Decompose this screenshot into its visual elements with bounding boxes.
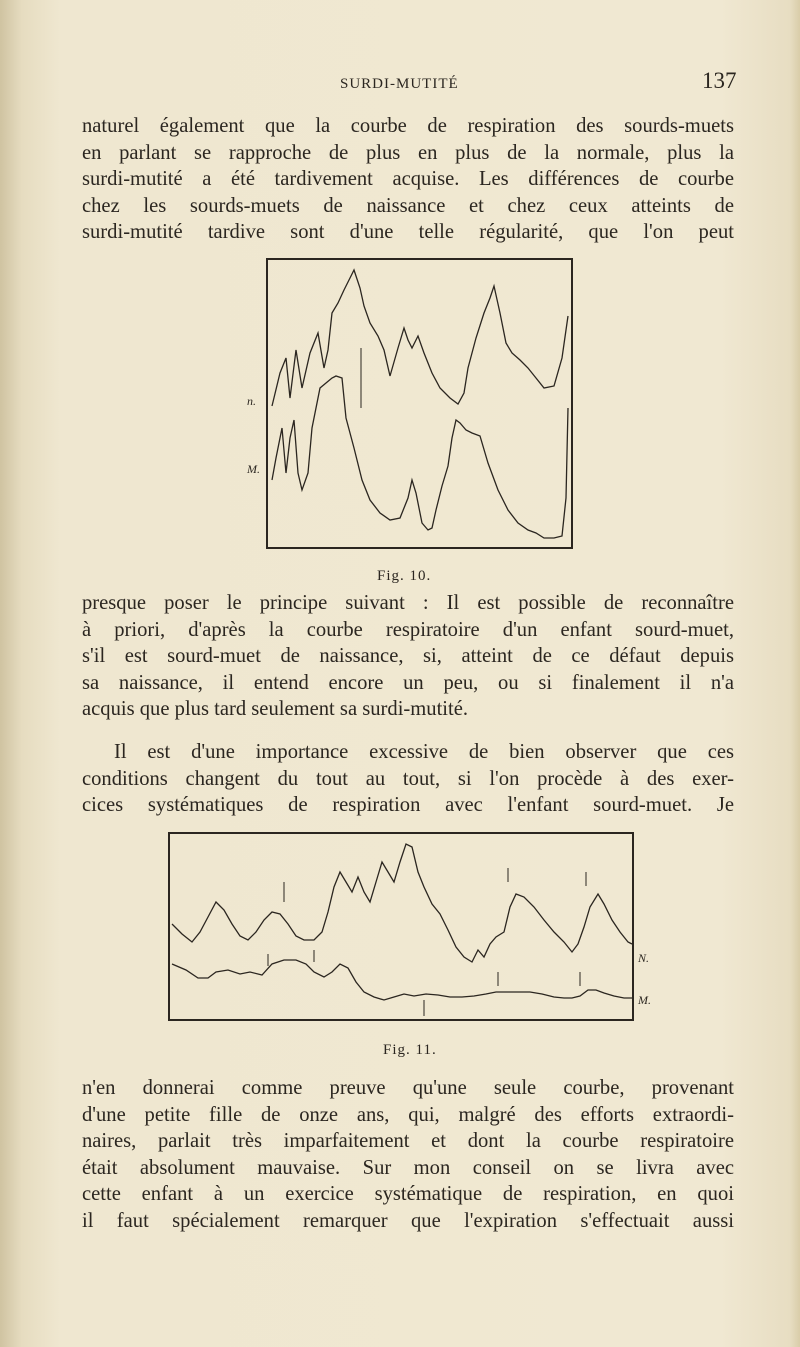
figure-10-lower-trace	[272, 376, 568, 538]
text-line: il faut spécialement remarquer que l'expiration s'effectuait aussi	[82, 1209, 734, 1232]
figure-10	[266, 258, 574, 550]
text-line: acquis que plus tard seulement sa surdi-mutité.	[82, 698, 469, 721]
text-line: était absolument mauvaise. Sur mon conseil on se livra avec	[82, 1156, 734, 1179]
text-line: à priori, d'après la courbe respiratoire d'un enfant sourd-muet,	[82, 618, 734, 641]
paragraph-2	[82, 590, 734, 723]
paragraph-1	[82, 113, 734, 246]
figure-11-upper-label: N.	[638, 951, 650, 965]
running-head	[0, 68, 800, 98]
figure-10-frame	[267, 259, 572, 548]
text-line: surdi-mutité a été tardivement acquise. Les différences de courbe	[82, 168, 734, 191]
figure-11-lower-trace	[172, 960, 632, 1000]
text-line: cices systématiques de respiration avec l'enfant sourd-muet. Je	[82, 794, 734, 817]
figure-11-upper-trace	[172, 844, 632, 962]
text-line: naturel également que la courbe de respiration des sourds-muets	[82, 115, 734, 137]
paragraph-3	[82, 739, 734, 819]
figure-10-upper-label: n.	[247, 394, 256, 408]
text-line: chez les sourds-muets de naissance et chez ceux atteints de	[82, 194, 734, 217]
paragraph-4	[82, 1075, 734, 1235]
figure-10-caption: Fig. 10.	[377, 568, 432, 584]
figure-11-plot	[168, 832, 636, 1022]
figure-11-lower-label: M.	[638, 993, 651, 1007]
text-line: presque poser le principe suivant : Il est possible de reconnaître	[82, 592, 734, 614]
figure-10-plot	[266, 258, 574, 550]
figure-11	[168, 832, 636, 1022]
page-number: 137	[702, 68, 737, 93]
figure-11-caption: Fig. 11.	[383, 1042, 437, 1058]
text-line: n'en donnerai comme preuve qu'une seule courbe, provenant	[82, 1077, 734, 1099]
text-line: d'une petite fille de onze ans, qui, malgré des efforts extraordi-	[82, 1103, 734, 1126]
running-title: SURDI-MUTITÉ	[340, 76, 459, 92]
text-line: conditions changent du tout au tout, si l'on procède à des exer-	[82, 767, 734, 790]
figure-10-upper-trace	[272, 270, 568, 406]
text-line: naires, parlait très imparfaitement et dont la courbe respiratoire	[82, 1130, 734, 1153]
text-line: en parlant se rapproche de plus en plus de la normale, plus la	[82, 141, 734, 164]
figure-10-lower-label: M.	[247, 462, 260, 476]
text-line: sa naissance, il entend encore un peu, ou si finalement il n'a	[82, 671, 734, 694]
text-line: Il est d'une importance excessive de bien observer que ces	[114, 741, 734, 763]
text-line: surdi-mutité tardive sont d'une telle régularité, que l'on peut	[82, 221, 734, 244]
text-line: cette enfant à un exercice systématique de respiration, en quoi	[82, 1183, 734, 1206]
text-line: s'il est sourd-muet de naissance, si, atteint de ce défaut depuis	[82, 645, 734, 668]
